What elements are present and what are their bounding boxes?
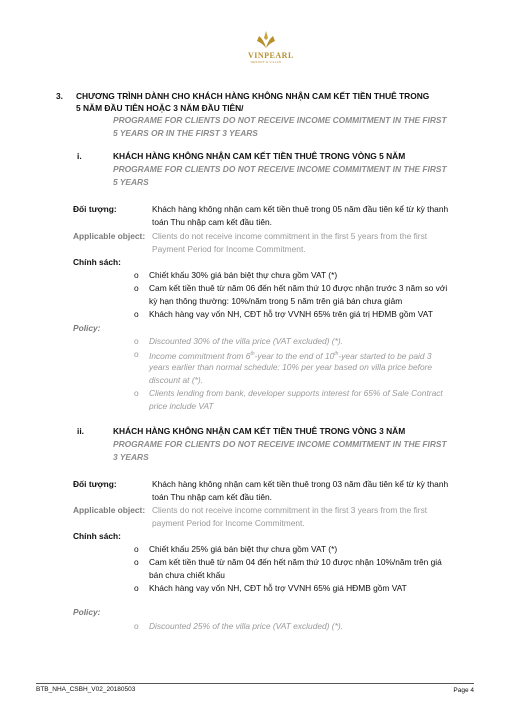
- policy-vn-item-1: Chiết khấu 25% giá bán biệt thự chưa gồm VAT (*): [149, 544, 338, 554]
- page-number: Page 4: [453, 687, 474, 694]
- subsection-title-i: KHÁCH HÀNG KHÔNG NHẬN CAM KẾT TIỀN THUÊ TRONG VÒNG 5 NĂM: [113, 151, 406, 161]
- policy-en-label: Policy:: [73, 607, 101, 617]
- subsection-title-en-ii-line1: PROGRAME FOR CLIENTS DO NOT RECEIVE INCOME COMMITMENT IN THE FIRST: [113, 439, 447, 449]
- policy-vn-item-3: Khách hàng vay vốn NH, CĐT hỗ trợ VVNH 65% giá HĐMB gồm VAT: [149, 583, 407, 593]
- policy-vn-item-1: Chiết khấu 30% giá bán biệt thự chưa gồm VAT (*): [149, 270, 338, 280]
- policy-en-item-2-line3: discount at (*).: [149, 375, 203, 385]
- object-text-line1: Khách hàng không nhận cam kết tiền thuê trong 03 năm đầu tiên kể từ kỳ thanh: [152, 479, 449, 489]
- list-item: o: [134, 336, 139, 346]
- list-item: o: [134, 388, 139, 398]
- policy-en-item-2-line2: years earlier than normal schedule: 10% per year based on villa price before: [149, 362, 433, 372]
- list-item: o: [134, 283, 139, 293]
- applicable-object-text-line2: payment Period for Income Commitment.: [152, 518, 305, 528]
- policy-en-item-3-line1: Clients lending from bank, developer supports interest for 65% of Sale Contract: [149, 388, 443, 398]
- applicable-object-text-line2: Payment Period for Income Commitment.: [152, 244, 306, 254]
- object-text-line2: toán Thu nhập cam kết đầu tiên.: [152, 217, 272, 227]
- list-item: o: [134, 557, 139, 567]
- policy-vn-item-3: Khách hàng vay vốn NH, CĐT hỗ trợ VVNH 65% trên giá trị HĐMB gồm VAT: [149, 309, 433, 319]
- policy-vn-item-2-line2: kỳ hạn thông thường: 10%/năm trong 5 năm trên giá bán chưa giảm: [149, 296, 403, 306]
- page-footer: [36, 683, 474, 693]
- logo-subtitle: RESORT & VILLAS: [250, 60, 282, 64]
- list-item: o: [134, 544, 139, 554]
- object-label: Đối tượng:: [73, 479, 117, 489]
- policy-vn-item-2-line1: Cam kết tiền thuê từ năm 06 đến hết năm thứ 10 được nhận trước 3 năm so với: [149, 283, 448, 293]
- subsection-title-en-i-line1: PROGRAME FOR CLIENTS DO NOT RECEIVE INCOME COMMITMENT IN THE FIRST: [113, 164, 447, 174]
- applicable-object-label: Applicable object:: [73, 505, 146, 515]
- object-label: Đối tượng:: [73, 204, 117, 214]
- list-item: o: [134, 270, 139, 280]
- logo-wordmark: VINPEARL: [248, 51, 294, 60]
- policy-en-item-3-line2: price include VAT: [149, 401, 214, 411]
- policy-en-label: Policy:: [73, 323, 101, 333]
- policy-en-item-2-line1: Income commitment from 6th-year to the end of 10th-year started to be paid 3: [149, 350, 432, 361]
- section-title-en-line1: PROGRAME FOR CLIENTS DO NOT RECEIVE INCOME COMMITMENT IN THE FIRST: [113, 115, 447, 125]
- policy-vn-item-2-line1: Cam kết tiền thuê từ năm 04 đến hết năm thứ 10 được nhận 10%/năm trên giá: [149, 557, 442, 567]
- policy-label: Chính sách:: [73, 531, 121, 541]
- subsection-title-ii: KHÁCH HÀNG KHÔNG NHẬN CAM KẾT TIỀN THUÊ TRONG VÒNG 3 NĂM: [113, 426, 406, 436]
- section-title-line1: CHƯƠNG TRÌNH DÀNH CHO KHÁCH HÀNG KHÔNG NHẬN CAM KẾT TIỀN THUÊ TRONG: [76, 91, 430, 101]
- applicable-object-label: Applicable object:: [73, 231, 146, 241]
- section-title-en-line2: 5 YEARS OR IN THE FIRST 3 YEARS: [113, 128, 258, 138]
- section-title-line2: 5 NĂM ĐẦU TIÊN HOẶC 3 NĂM ĐẦU TIÊN/: [76, 103, 244, 113]
- policy-en-item-1: Discounted 25% of the villa price (VAT excluded) (*).: [149, 621, 343, 631]
- list-item: o: [134, 583, 139, 593]
- applicable-object-text-line1: Clients do not receive income commitment in the first 3 years from the first: [152, 505, 428, 515]
- object-text-line2: toán Thu nhập cam kết đầu tiên.: [152, 492, 272, 502]
- logo-emblem-icon: [255, 30, 277, 50]
- object-text-line1: Khách hàng không nhận cam kết tiền thuê trong 05 năm đầu tiên kể từ kỳ thanh: [152, 204, 449, 214]
- document-code: BTB_NHA_CSBH_V02_20180503: [36, 686, 136, 693]
- policy-en-item-1: Discounted 30% of the villa price (VAT excluded) (*).: [149, 336, 343, 346]
- policy-label: Chính sách:: [73, 257, 121, 267]
- subsection-number-i: i.: [77, 151, 82, 161]
- subsection-title-en-ii-line2: 3 YEARS: [113, 452, 149, 462]
- list-item: o: [134, 621, 139, 631]
- list-item: o: [134, 349, 139, 359]
- subsection-title-en-i-line2: 5 YEARS: [113, 177, 149, 187]
- applicable-object-text-line1: Clients do not receive income commitment in the first 5 years from the first: [152, 231, 428, 241]
- vinpearl-logo: [248, 30, 294, 64]
- subsection-number-ii: ii.: [77, 426, 84, 436]
- policy-vn-item-2-line2: bán chưa chiết khấu: [149, 570, 225, 580]
- section-number: 3.: [56, 91, 63, 101]
- list-item: o: [134, 309, 139, 319]
